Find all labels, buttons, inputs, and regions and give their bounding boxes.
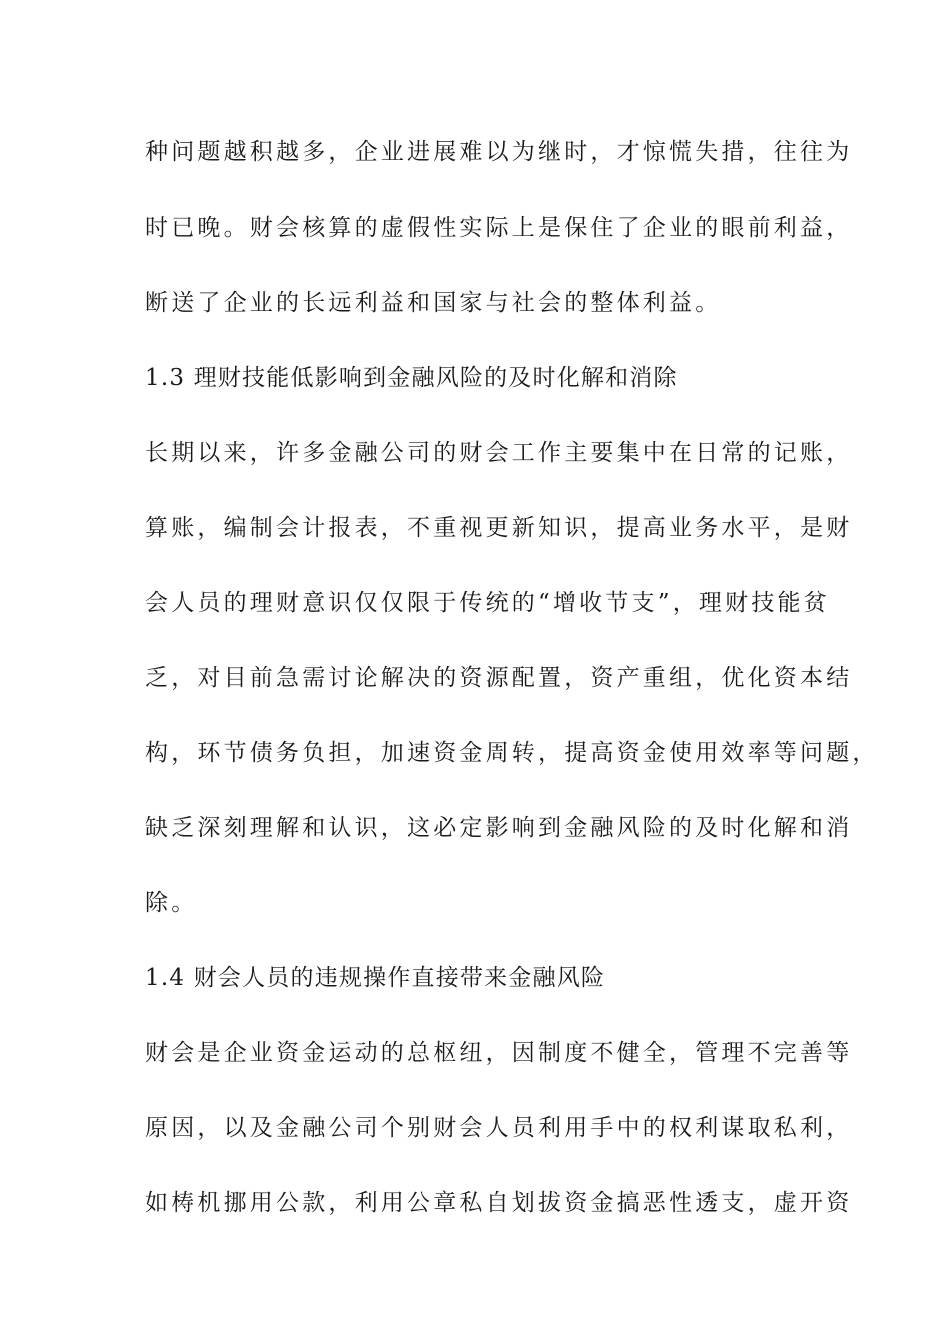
text-line: 如梼机挪用公款，利用公章私自划拔资金搞恶性透支，虚开资 bbox=[145, 1190, 853, 1216]
text-line: 乏，对目前急需讨论解决的资源配置，资产重组，优化资本结 bbox=[145, 665, 853, 691]
text-line: 种问题越积越多，企业进展难以为继时，才惊慌失措，往往为 bbox=[145, 139, 853, 165]
text-line: 断送了企业的长远利益和国家与社会的整体利益。 bbox=[145, 290, 722, 316]
section-heading-1-3: 1.3 理财技能低影响到金融风险的及时化解和消除 bbox=[145, 365, 678, 391]
text-line: 长期以来，许多金融公司的财会工作主要集中在日常的记账， bbox=[145, 440, 853, 466]
text-line: 构，环节债务负担，加速资金周转，提高资金使用效率等问题， bbox=[145, 740, 879, 766]
text-line: 财会是企业资金运动的总枢纽，因制度不健全，管理不完善等 bbox=[145, 1040, 853, 1066]
text-line: 时已晚。财会核算的虚假性实际上是保住了企业的眼前利益， bbox=[145, 215, 853, 241]
text-line: 算账，编制会计报表，不重视更新知识，提高业务水平，是财 bbox=[145, 515, 853, 541]
text-line: 除。 bbox=[145, 890, 198, 916]
section-heading-1-4: 1.4 财会人员的违规操作直接带来金融风险 bbox=[145, 965, 606, 991]
text-line: 缺乏深刻理解和认识，这必定影响到金融风险的及时化解和消 bbox=[145, 815, 853, 841]
text-line: 原因，以及金融公司个别财会人员利用手中的权利谋取私利， bbox=[145, 1115, 853, 1141]
text-line: 会人员的理财意识仅仅限于传统的“增收节支”，理财技能贫 bbox=[145, 590, 830, 616]
